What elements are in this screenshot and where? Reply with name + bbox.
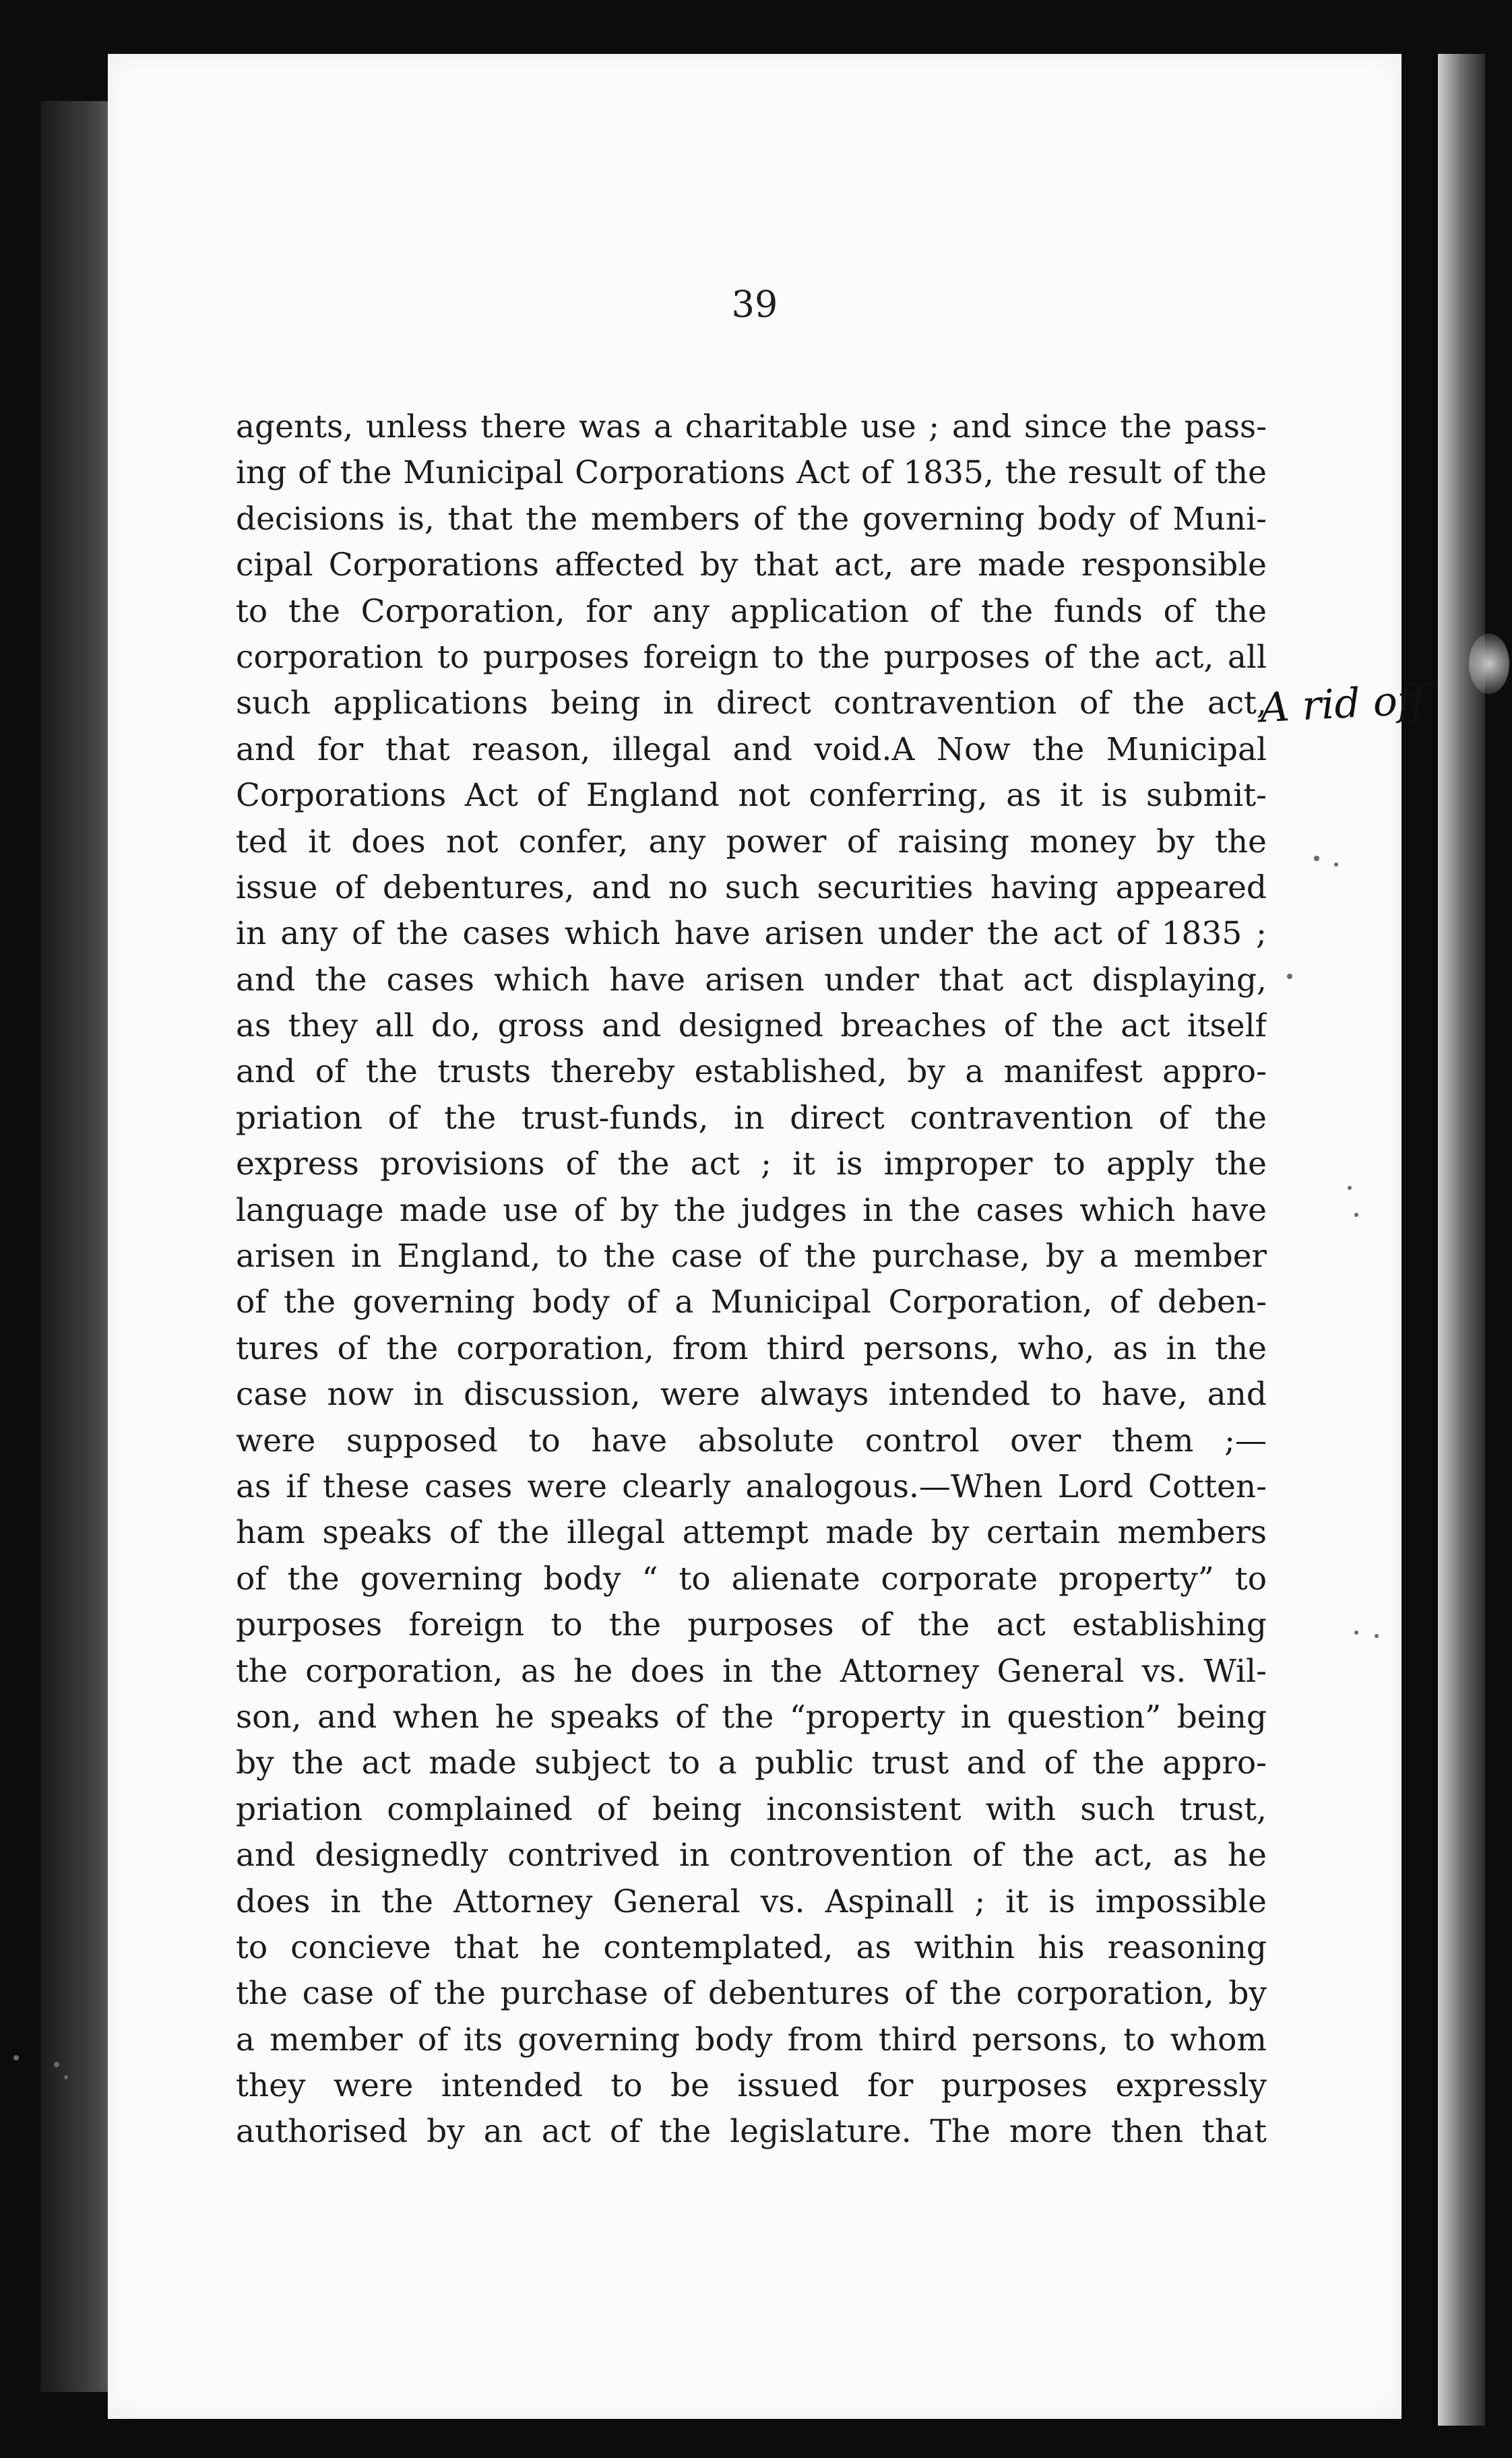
text-line: authorised by an act of the legislature. The more then that bbox=[236, 2113, 1267, 2151]
text-line: priation of the trust-funds, in direct contravention of the bbox=[236, 1099, 1267, 1137]
text-line: ing of the Municipal Corporations Act of 1835, the result of the bbox=[236, 454, 1267, 492]
text-line: decisions is, that the members of the governing body of Muni- bbox=[236, 500, 1267, 538]
text-line: and of the trusts thereby established, by a manifest appro- bbox=[236, 1053, 1267, 1091]
body-text bbox=[236, 404, 1267, 2155]
scan-left-border bbox=[40, 101, 115, 2392]
text-line: tures of the corporation, from third persons, who, as in the bbox=[236, 1329, 1267, 1367]
text-line: as they all do, gross and designed breaches of the act itself bbox=[236, 1007, 1267, 1045]
text-line: and designedly contrived in controvention of the act, as he bbox=[236, 1837, 1267, 1874]
scan-speck bbox=[1287, 974, 1292, 979]
text-line: of the governing body “ to alienate corporate property” to bbox=[236, 1560, 1267, 1598]
scan-speck bbox=[1314, 856, 1319, 861]
text-line: son, and when he speaks of the “property in question” being bbox=[236, 1698, 1267, 1736]
text-line: to concieve that he contemplated, as within his reasoning bbox=[236, 1928, 1267, 1966]
scan-speck bbox=[1354, 1213, 1358, 1217]
text-line: of the governing body of a Municipal Corporation, of deben- bbox=[236, 1284, 1267, 1321]
text-line: arisen in England, to the case of the purchase, by a member bbox=[236, 1238, 1267, 1275]
scan-speck bbox=[13, 2055, 19, 2060]
page-number: 39 bbox=[731, 283, 778, 325]
text-line: purposes foreign to the purposes of the act establishing bbox=[236, 1606, 1267, 1644]
text-line: in any of the cases which have arisen under the act of 1835 ; bbox=[236, 915, 1267, 953]
text-line: as if these cases were clearly analogous.—When Lord Cotten- bbox=[236, 1468, 1267, 1505]
scan-speck bbox=[1334, 862, 1338, 866]
text-line: and the cases which have arisen under that act displaying, bbox=[236, 961, 1267, 999]
scan-speck bbox=[1375, 1634, 1379, 1638]
text-line: by the act made subject to a public trust and of the appro- bbox=[236, 1744, 1267, 1782]
handwritten-margin-note: A rid off bbox=[1259, 676, 1428, 732]
text-line: language made use of by the judges in the cases which have bbox=[236, 1191, 1267, 1229]
document-page bbox=[108, 54, 1401, 2419]
scan-smudge bbox=[1469, 633, 1509, 694]
text-line: priation complained of being inconsistent with such trust, bbox=[236, 1790, 1267, 1828]
text-line: case now in discussion, were always intended to have, and bbox=[236, 1376, 1267, 1414]
text-line: such applications being in direct contravention of the act, bbox=[236, 685, 1267, 722]
text-line: a member of its governing body from third persons, to whom bbox=[236, 2021, 1267, 2058]
text-line: issue of debentures, and no such securities having appeared bbox=[236, 869, 1267, 906]
text-line: and for that reason, illegal and void.A Now the Municipal bbox=[236, 730, 1267, 768]
text-line: the corporation, as he does in the Attorney General vs. Wil- bbox=[236, 1652, 1267, 1690]
scan-speck bbox=[1354, 1631, 1358, 1635]
text-line: express provisions of the act ; it is improper to apply the bbox=[236, 1145, 1267, 1183]
text-line: the case of the purchase of debentures of the corporation, by bbox=[236, 1975, 1267, 2013]
scan-speck bbox=[1348, 1186, 1352, 1190]
text-line: Corporations Act of England not conferring, as it is submit- bbox=[236, 777, 1267, 815]
text-line: ham speaks of the illegal attempt made by certain members bbox=[236, 1514, 1267, 1552]
text-line: corporation to purposes foreign to the purposes of the act, all bbox=[236, 638, 1267, 676]
scan-speck bbox=[64, 2075, 68, 2079]
text-line: ted it does not confer, any power of raising money by the bbox=[236, 823, 1267, 860]
text-line: were supposed to have absolute control over them ;— bbox=[236, 1422, 1267, 1459]
text-line: they were intended to be issued for purposes expressly bbox=[236, 2067, 1267, 2105]
text-line: agents, unless there was a charitable use ; and since the pass- bbox=[236, 408, 1267, 445]
scan-right-border bbox=[1438, 54, 1485, 2426]
text-line: to the Corporation, for any application of the funds of the bbox=[236, 592, 1267, 630]
scan-speck bbox=[54, 2062, 59, 2067]
text-line: cipal Corporations affected by that act, are made responsible bbox=[236, 546, 1267, 584]
text-line: does in the Attorney General vs. Aspinall ; it is impossible bbox=[236, 1883, 1267, 1920]
